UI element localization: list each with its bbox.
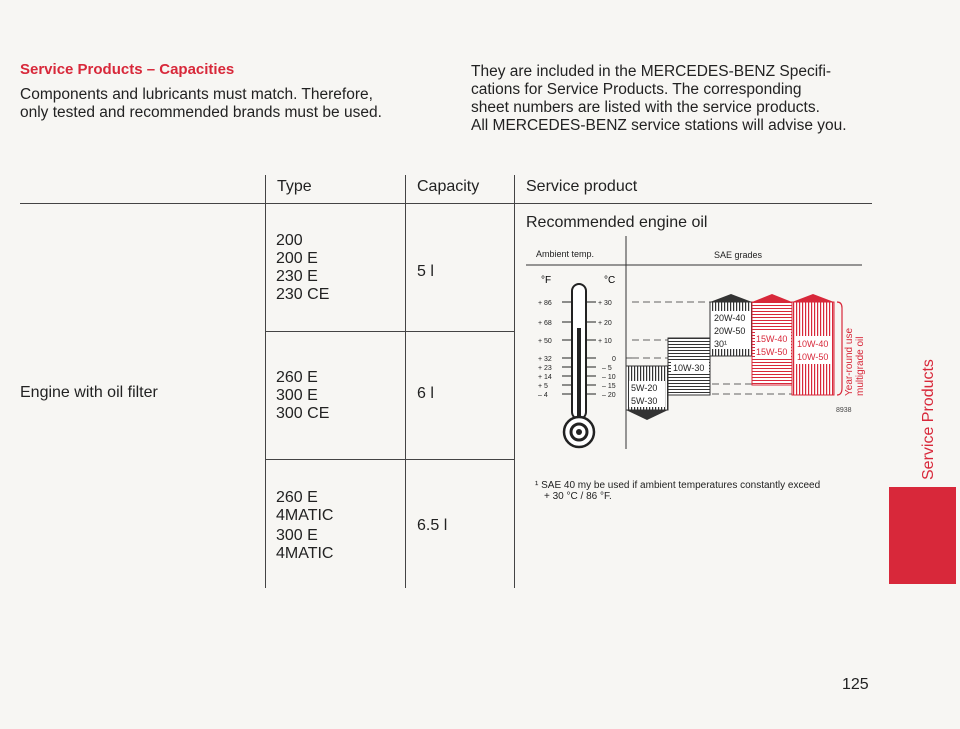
intro-left: [20, 86, 420, 122]
intro-right: [471, 63, 881, 135]
intro-right-line: They are included in the MERCEDES-BENZ Specifi-: [471, 63, 832, 80]
c-tick: – 20: [602, 392, 616, 399]
c-tick: – 5: [602, 365, 612, 372]
bar-arrow-up: [792, 294, 834, 302]
intro-left-line: Components and lubricants must match. Therefore,: [20, 86, 373, 103]
intro-right-line: cations for Service Products. The corresponding: [471, 81, 802, 98]
thermometer-mercury: [577, 328, 581, 423]
type-value: 230 CE: [276, 286, 330, 303]
type-value: 4MATIC: [276, 507, 334, 524]
f-tick: + 50: [538, 338, 552, 345]
header-service-product: Service product: [526, 178, 638, 195]
bar-arrow-up: [752, 294, 792, 302]
header-type: Type: [277, 178, 312, 195]
year-round-label: multigrade oil: [855, 336, 866, 396]
table-divider: [265, 175, 266, 588]
footnote-line: + 30 °C / 86 °F.: [544, 491, 612, 502]
bar-arrow-down: [626, 410, 668, 420]
grade-label: 15W-50: [756, 347, 788, 357]
c-tick: + 30: [598, 300, 612, 307]
grade-label: 5W-20: [631, 383, 658, 393]
footnote: [535, 480, 880, 502]
fahrenheit-unit: °F: [541, 275, 552, 286]
type-value: 4MATIC: [276, 545, 334, 562]
type-cell: [276, 489, 333, 563]
type-cell: [276, 369, 329, 423]
section-heading: Service Products – Capacities: [20, 61, 235, 78]
c-tick: + 20: [598, 320, 612, 327]
type-value: 260 E: [276, 369, 318, 386]
table-divider: [514, 175, 515, 588]
recommended-engine-oil-title: Recommended engine oil: [526, 214, 708, 231]
table-header-rule: [20, 203, 872, 204]
grade-label: 10W-40: [797, 339, 829, 349]
c-tick: – 10: [602, 374, 616, 381]
type-value: 300 CE: [276, 405, 330, 422]
row-divider: [265, 459, 514, 460]
row-divider: [265, 331, 514, 332]
type-value: 230 E: [276, 268, 318, 285]
type-value: 260 E: [276, 489, 318, 506]
grade-label: 20W-50: [714, 326, 746, 336]
f-tick: + 32: [538, 356, 552, 363]
page-number: 125: [842, 676, 869, 693]
ambient-temp-label: Ambient temp.: [536, 249, 595, 259]
reference-number: 8938: [836, 407, 852, 414]
f-tick: + 86: [538, 300, 552, 307]
intro-right-line: sheet numbers are listed with the service products.: [471, 99, 820, 116]
grade-label: 20W-40: [714, 313, 746, 323]
type-cell: [276, 232, 329, 304]
type-value: 300 E: [276, 387, 318, 404]
type-value: 300 E: [276, 527, 318, 544]
grade-label: 10W-50: [797, 352, 829, 362]
year-round-bracket: [837, 302, 842, 395]
side-tab-marker: [889, 487, 956, 584]
c-tick: – 15: [602, 383, 616, 390]
intro-right-line: All MERCEDES-BENZ service stations will advise you.: [471, 117, 847, 134]
table-divider: [405, 175, 406, 588]
f-tick: – 4: [538, 392, 548, 399]
header-capacity: Capacity: [417, 178, 480, 195]
sae-grades-label: SAE grades: [714, 250, 763, 260]
c-tick: 0: [612, 356, 616, 363]
capacity-value: 5 l: [417, 263, 434, 280]
f-tick: + 23: [538, 365, 552, 372]
component-label: Engine with oil filter: [20, 384, 158, 401]
type-value: 200: [276, 232, 303, 249]
footnote-line: ¹ SAE 40 my be used if ambient temperatures constantly exceed: [535, 480, 821, 491]
f-tick: + 68: [538, 320, 552, 327]
f-tick: + 5: [538, 383, 548, 390]
bar-arrow-up: [710, 294, 752, 302]
side-tab-label: Service Products: [920, 359, 937, 480]
engine-oil-chart: [526, 236, 866, 452]
grade-label: 30¹: [714, 339, 728, 349]
capacity-value: 6 l: [417, 385, 434, 402]
grade-label: 5W-30: [631, 396, 658, 406]
celsius-unit: °C: [604, 275, 616, 286]
c-tick: + 10: [598, 338, 612, 345]
type-value: 200 E: [276, 250, 318, 267]
year-round-label: Year-round use: [844, 327, 855, 396]
capacity-value: 6.5 l: [417, 517, 448, 534]
f-tick: + 14: [538, 374, 552, 381]
grade-label: 10W-30: [673, 363, 705, 373]
grade-label: 15W-40: [756, 334, 788, 344]
intro-left-line: only tested and recommended brands must be used.: [20, 104, 382, 121]
